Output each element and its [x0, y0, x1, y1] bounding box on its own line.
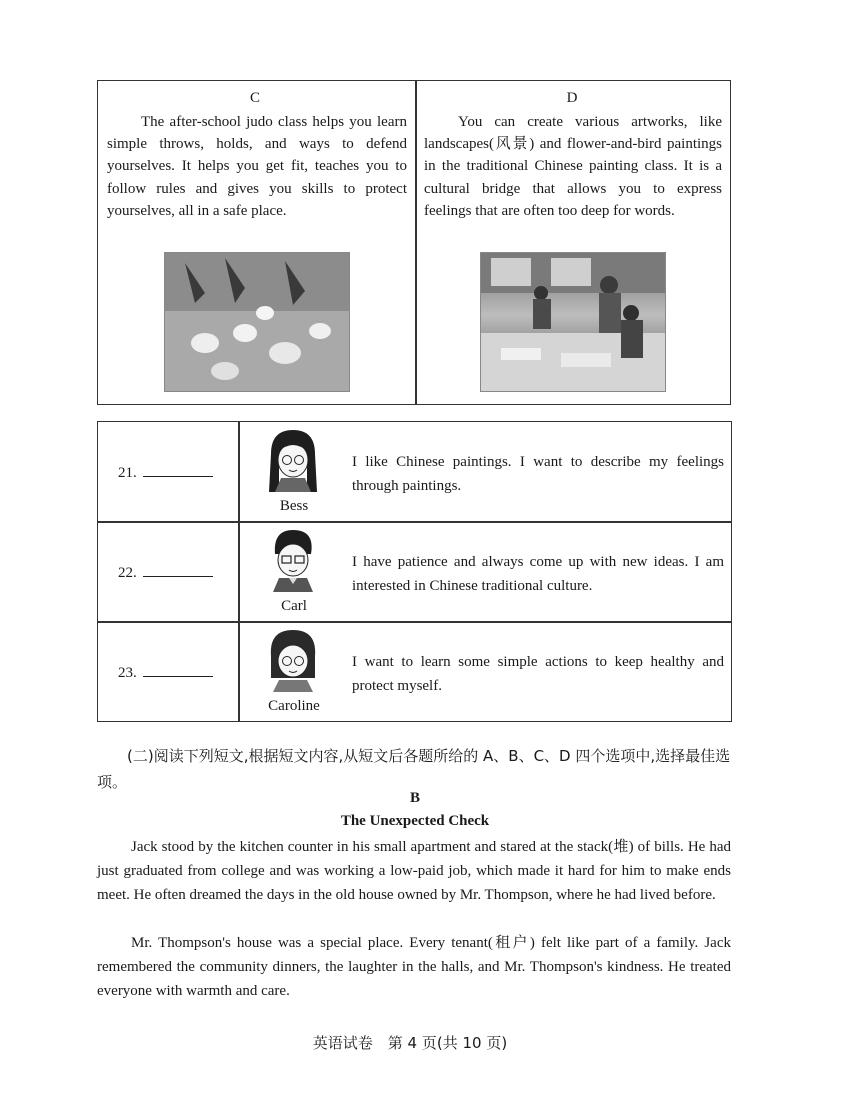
bess-avatar: [263, 426, 323, 496]
avatar-name: Bess: [279, 498, 309, 514]
question-number: [118, 562, 213, 582]
paragraph-2-text: Mr. Thompson's house was a special place. Every tenant(租户) felt like part of a family. Jack remembered the community dinners, the laughter in the halls, and Mr. Thompson's kindness. He treated everyone with warmth and care.: [97, 935, 731, 999]
question-number: [118, 462, 213, 482]
activity-panels: [97, 80, 731, 405]
panel-d-text: [424, 111, 722, 222]
statement-text: I want to learn some simple actions to keep healthy and protect myself.: [352, 654, 724, 694]
panel-c-letter: C: [249, 90, 260, 106]
panel-d-letter: D: [566, 90, 578, 106]
panel-c-body: The after-school judo class helps you learn simple throws, holds, and ways to defend yourselves. It helps you get fit, teaches you to follow rules and gives you skills to protect yourselves, all in a safe place.: [107, 114, 407, 219]
passage-paragraph: [97, 835, 731, 907]
panel-d-body: You can create various artworks, like landscapes(风景) and flower-and-bird paintings in the traditional Chinese painting class. It is a cultural bridge that allows you to express feelings that are often too deep for words.: [424, 114, 722, 219]
matching-table: [97, 421, 732, 722]
panel-c-text: [107, 111, 407, 222]
instruction-text: (二)阅读下列短文,根据短文内容,从短文后各题所给的 A、B、C、D 四个选项中,选择最佳选项。: [97, 747, 731, 791]
table-row: [98, 622, 731, 722]
question-number: [118, 662, 213, 682]
passage-paragraph: [97, 931, 731, 1003]
avatar-name: Caroline: [268, 698, 320, 714]
question-23-label: 23.: [118, 665, 137, 681]
judo-class-photo: [164, 252, 350, 392]
paragraph-1-text: Jack stood by the kitchen counter in his small apartment and stared at the stack(堆) of bills. He had just graduated from college and was working a low-paid job, which made it hard for him to make ends meet. He often dreamed the days in the old house owned by Mr. Thompson, where he had lived before.: [97, 839, 731, 903]
carl-avatar: [263, 526, 323, 596]
table-row: [98, 522, 731, 622]
page-footer: 英语试卷 第 4 页(共 10 页): [312, 1034, 508, 1052]
statement-text: I have patience and always come up with new ideas. I am interested in Chinese traditional culture.: [352, 554, 724, 594]
statement-text: I like Chinese paintings. I want to describe my feelings through paintings.: [352, 454, 724, 494]
caroline-avatar: [263, 626, 323, 696]
question-21-label: 21.: [118, 465, 137, 481]
panel-divider: [415, 81, 417, 404]
question-22-label: 22.: [118, 565, 137, 581]
answer-blank[interactable]: [143, 662, 213, 677]
answer-blank[interactable]: [143, 462, 213, 477]
passage-title: The Unexpected Check: [340, 813, 490, 829]
painting-class-photo: [480, 252, 666, 392]
answer-blank[interactable]: [143, 562, 213, 577]
avatar-name: Carl: [281, 598, 307, 614]
section-instruction: [97, 743, 733, 795]
table-row: [98, 422, 731, 522]
passage-section-letter: B: [409, 790, 420, 806]
